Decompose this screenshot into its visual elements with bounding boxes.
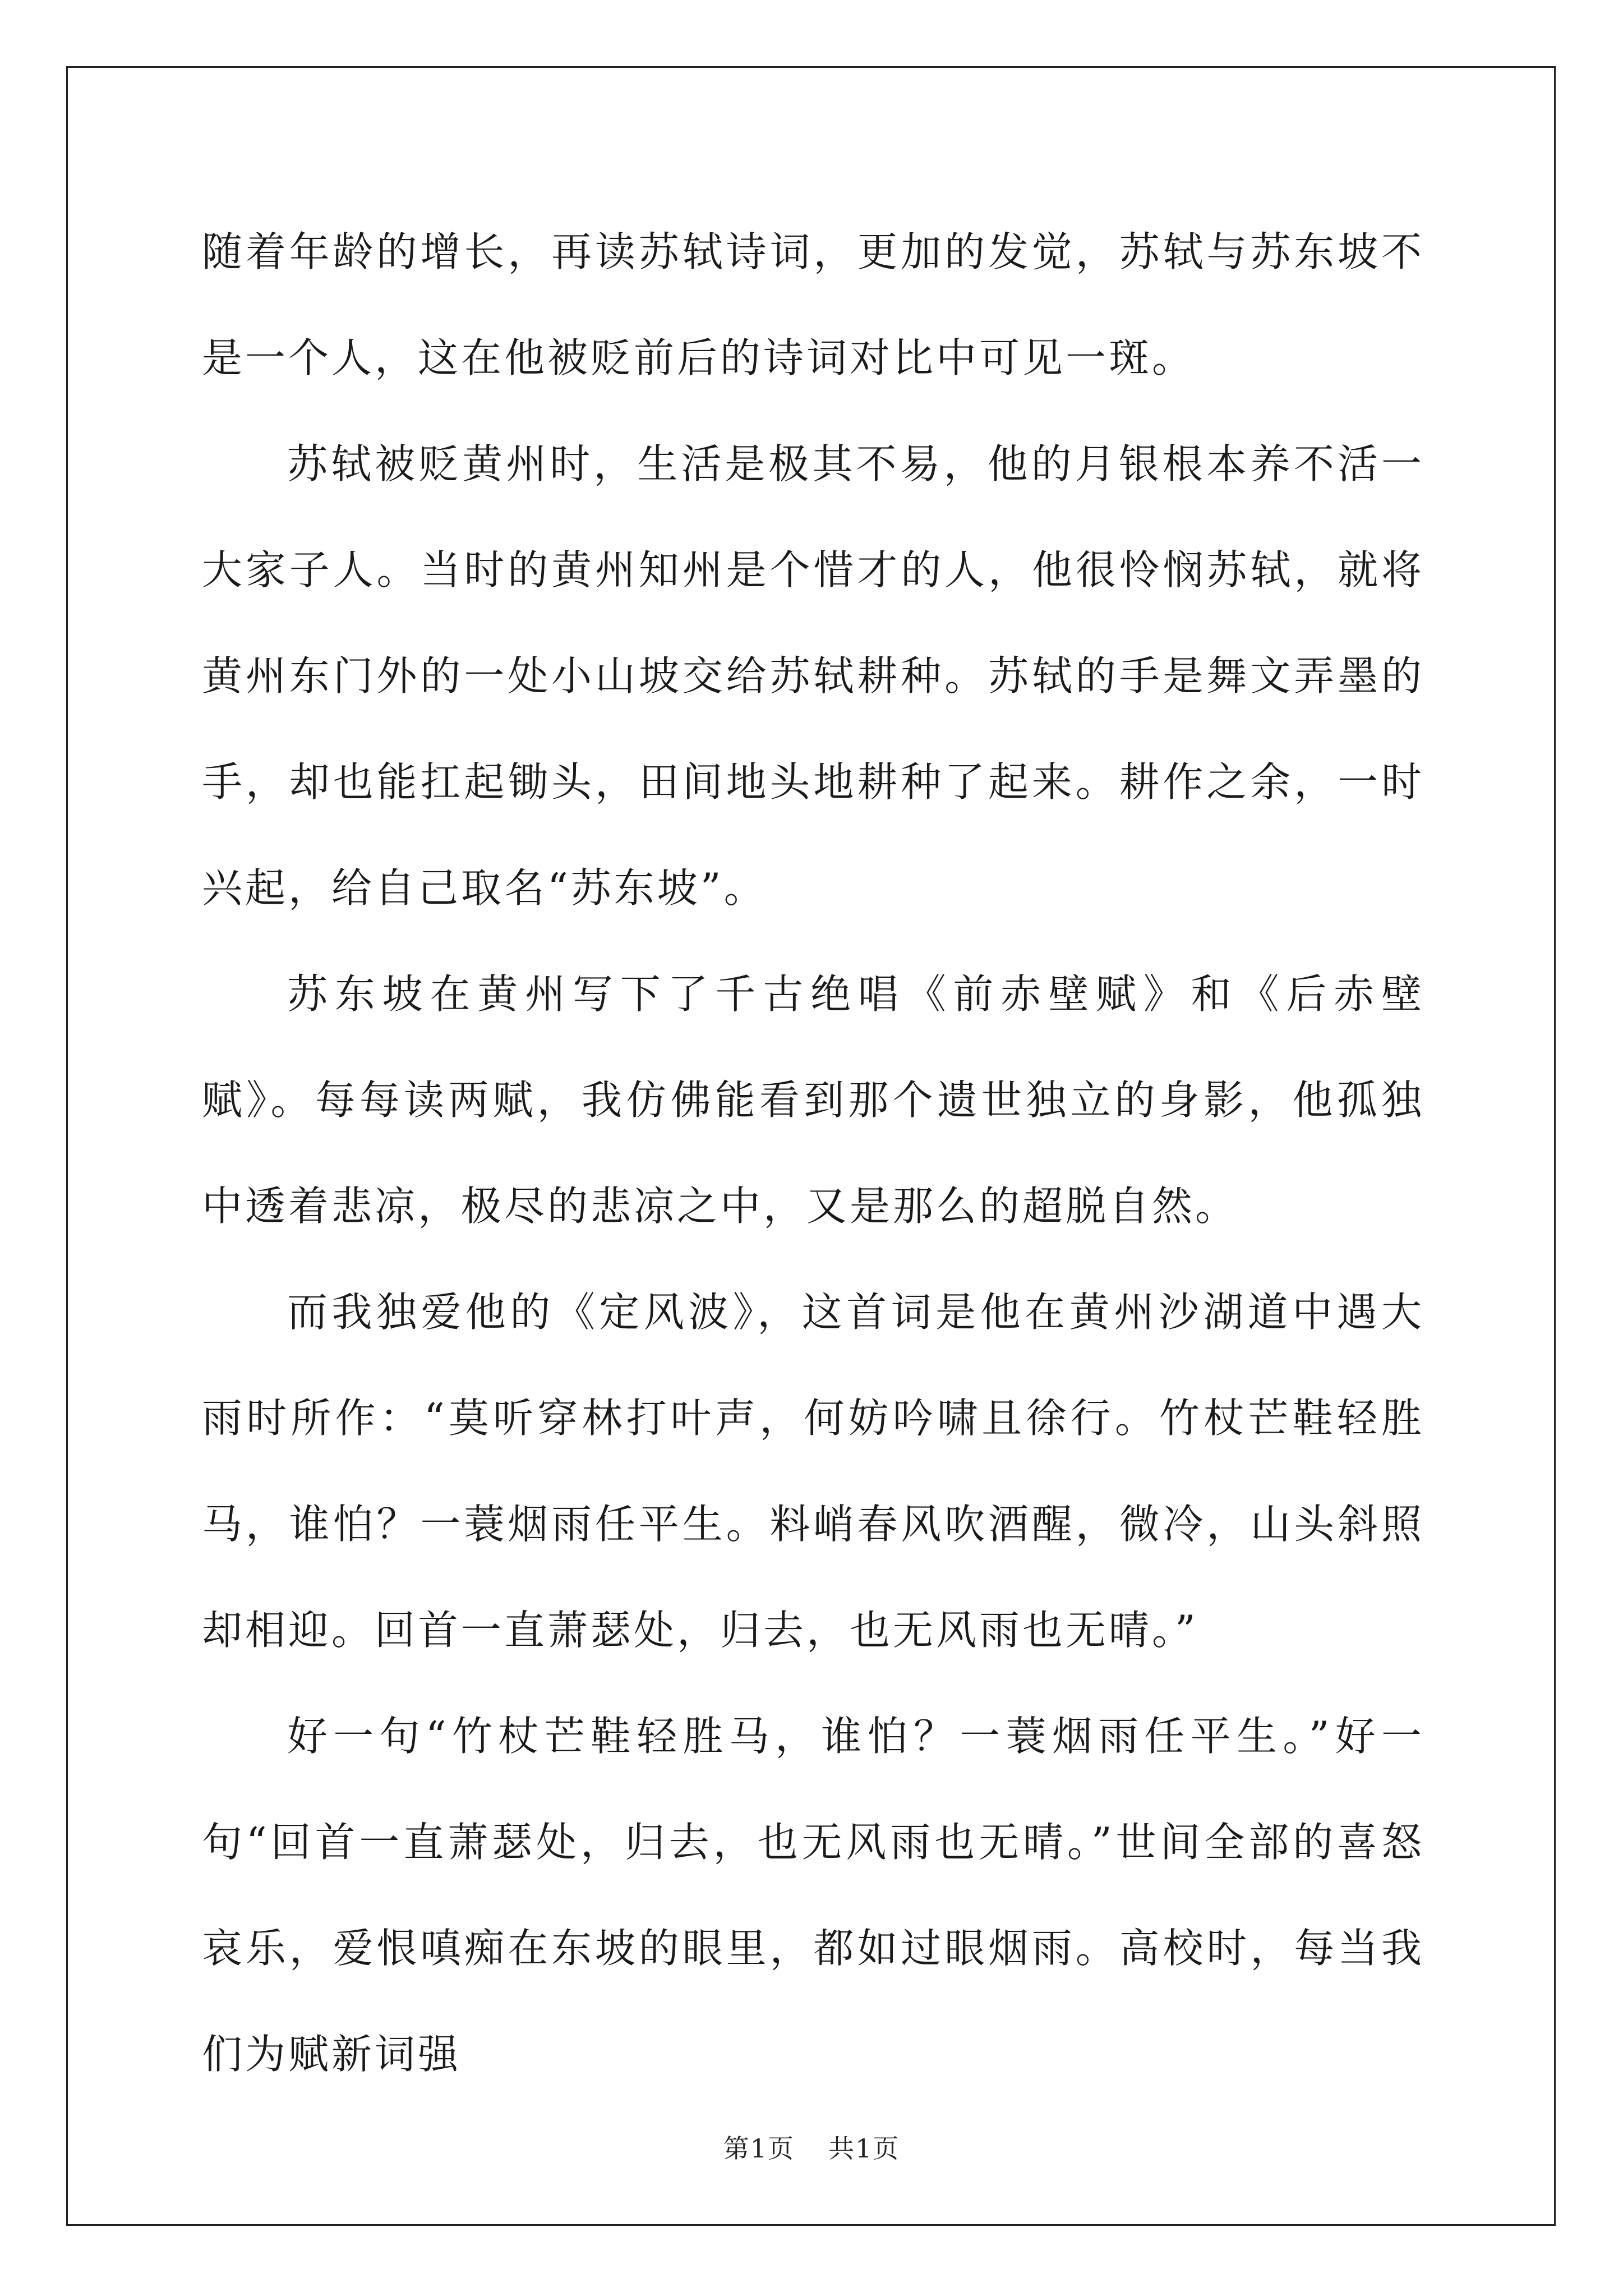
paragraph: 随着年龄的增长，再读苏轼诗词，更加的发觉，苏轼与苏东坡不是一个人，这在他被贬前后的诗词对比中可见一斑。 <box>202 228 1424 381</box>
paragraph: 而我独爱他的《定风波》，这首词是他在黄州沙湖道中遇大雨时所作：“莫听穿林打叶声，何妨吟啸且徐行。竹杖芒鞋轻胜马，谁怕？一蓑烟雨任平生。料峭春风吹酒醒，微冷，山头斜照却相迎。回首一直萧瑟处，归去，也无风雨也无晴。” <box>202 1289 1424 1654</box>
page-number: 第1页 <box>723 2133 795 2164</box>
document-body <box>202 199 1424 2108</box>
paragraph: 苏东坡在黄州写下了千古绝唱《前赤壁赋》和《后赤壁赋》。每每读两赋，我仿佛能看到那个遗世独立的身影，他孤独中透着悲凉，极尽的悲凉之中，又是那么的超脱自然。 <box>202 970 1424 1230</box>
paragraph: 苏轼被贬黄州时，生活是极其不易，他的月银根本养不活一大家子人。当时的黄州知州是个惜才的人，他很怜悯苏轼，就将黄州东门外的一处小山坡交给苏轼耕种。苏轼的手是舞文弄墨的手，却也能扛起锄头，田间地头地耕种了起来。耕作之余，一时兴起，给自己取名“苏东坡”。 <box>202 440 1424 912</box>
page-total: 共1页 <box>828 2133 900 2164</box>
paragraph: 好一句“竹杖芒鞋轻胜马，谁怕？一蓑烟雨任平生。”好一句“回首一直萧瑟处，归去，也无风雨也无晴。”世间全部的喜怒哀乐，爱恨嗔痴在东坡的眼里，都如过眼烟雨。高校时，每当我们为赋新词强 <box>202 1713 1424 2078</box>
page-footer <box>0 2132 1623 2165</box>
